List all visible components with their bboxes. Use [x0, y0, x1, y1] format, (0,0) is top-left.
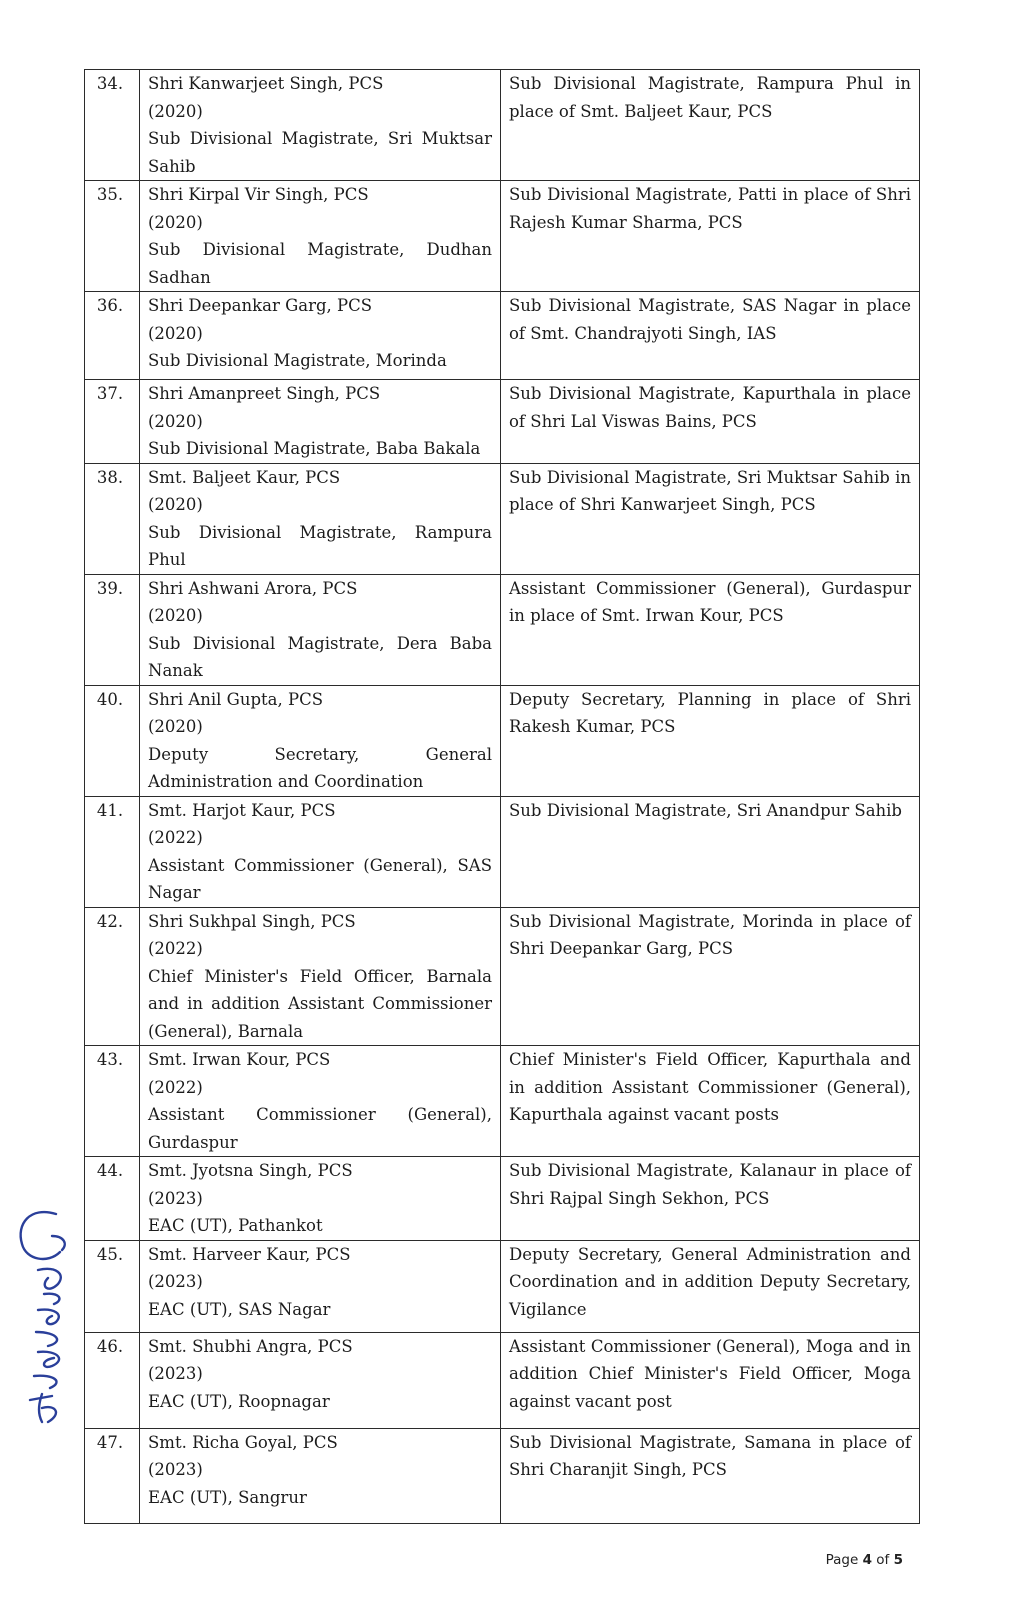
new-posting: Sub Divisional Magistrate, Sri Anandpur Sahib	[501, 796, 920, 907]
officer-name: Smt. Jyotsna Singh, PCS	[148, 1161, 353, 1180]
current-posting: EAC (UT), Sangrur	[148, 1487, 307, 1507]
new-posting: Assistant Commissioner (General), Gurdaspur in place of Smt. Irwan Kour, PCS	[501, 574, 920, 685]
page-label: Page	[825, 1552, 859, 1568]
officer-name: Shri Anil Gupta, PCS	[148, 689, 324, 709]
officer-details	[140, 463, 501, 574]
new-posting: Sub Divisional Magistrate, Morinda in place of Shri Deepankar Garg, PCS	[501, 907, 920, 1046]
table-row	[85, 463, 920, 574]
serial-number: 35.	[85, 181, 140, 292]
table-row	[85, 574, 920, 685]
officer-details	[140, 1428, 501, 1523]
officer-name: Shri Kanwarjeet Singh, PCS	[148, 74, 384, 93]
current-posting: Sub Divisional Magistrate, Morinda	[148, 351, 447, 370]
serial-number: 34.	[85, 70, 140, 181]
officer-name: Shri Amanpreet Singh, PCS	[148, 384, 381, 403]
serial-number: 45.	[85, 1240, 140, 1332]
serial-number: 40.	[85, 685, 140, 796]
page-current: 4	[862, 1552, 872, 1568]
new-posting: Deputy Secretary, Planning in place of Shri Rakesh Kumar, PCS	[501, 685, 920, 796]
new-posting: Sub Divisional Magistrate, Kapurthala in place of Shri Lal Viswas Bains, PCS	[501, 380, 920, 464]
officer-batch: (2020)	[148, 212, 203, 232]
officer-batch: (2023)	[148, 1364, 203, 1383]
new-posting: Sub Divisional Magistrate, Rampura Phul in place of Smt. Baljeet Kaur, PCS	[501, 70, 920, 181]
officer-name: Shri Sukhpal Singh, PCS	[148, 911, 356, 931]
officer-name: Smt. Harjot Kaur, PCS	[148, 800, 336, 820]
officer-name: Shri Ashwani Arora, PCS	[148, 578, 358, 598]
officer-name: Smt. Baljeet Kaur, PCS	[148, 467, 341, 487]
current-posting: Sub Divisional Magistrate, Dudhan Sadhan	[148, 240, 492, 287]
current-posting: EAC (UT), SAS Nagar	[148, 1299, 331, 1319]
page-of-label: of	[876, 1552, 890, 1568]
table-row	[85, 685, 920, 796]
table-row	[85, 1046, 920, 1157]
serial-number: 43.	[85, 1046, 140, 1157]
officer-details	[140, 70, 501, 181]
page-number	[826, 1552, 903, 1568]
officer-details	[140, 1157, 501, 1241]
new-posting: Sub Divisional Magistrate, Kalanaur in place of Shri Rajpal Singh Sekhon, PCS	[501, 1157, 920, 1241]
new-posting: Chief Minister's Field Officer, Kapurthala and in addition Assistant Commissioner (General), Kapurthala against vacant posts	[501, 1046, 920, 1157]
current-posting: Sub Divisional Magistrate, Dera Baba Nanak	[148, 633, 492, 680]
new-posting: Sub Divisional Magistrate, Sri Muktsar Sahib in place of Shri Kanwarjeet Singh, PCS	[501, 463, 920, 574]
table-row	[85, 907, 920, 1046]
officer-batch: (2022)	[148, 828, 203, 847]
officer-name: Smt. Richa Goyal, PCS	[148, 1432, 338, 1452]
serial-number: 46.	[85, 1332, 140, 1428]
officer-batch: (2020)	[148, 495, 203, 514]
officer-details	[140, 181, 501, 292]
serial-number: 36.	[85, 292, 140, 380]
table-row	[85, 796, 920, 907]
serial-number: 42.	[85, 907, 140, 1046]
serial-number: 38.	[85, 463, 140, 574]
officer-batch: (2020)	[148, 606, 203, 625]
current-posting: Sub Divisional Magistrate, Rampura Phul	[148, 522, 492, 569]
new-posting: Deputy Secretary, General Administration and Coordination and in addition Deputy Secretary, Vigilance	[501, 1240, 920, 1332]
table-row	[85, 1428, 920, 1523]
table-row	[85, 1240, 920, 1332]
officer-batch: (2022)	[148, 939, 203, 958]
new-posting: Sub Divisional Magistrate, Samana in place of Shri Charanjit Singh, PCS	[501, 1428, 920, 1523]
table-row	[85, 181, 920, 292]
current-posting: EAC (UT), Roopnagar	[148, 1391, 330, 1411]
officer-batch: (2020)	[148, 717, 203, 736]
postings-table	[84, 69, 920, 1524]
new-posting: Assistant Commissioner (General), Moga and in addition Chief Minister's Field Officer, Moga against vacant post	[501, 1332, 920, 1428]
officer-details	[140, 796, 501, 907]
officer-batch: (2020)	[148, 323, 203, 343]
current-posting: Deputy Secretary, General Administration and Coordination	[148, 744, 492, 791]
current-posting: Assistant Commissioner (General), Gurdaspur	[148, 1105, 492, 1152]
officer-name: Smt. Harveer Kaur, PCS	[148, 1244, 351, 1264]
table-row	[85, 70, 920, 181]
new-posting: Sub Divisional Magistrate, SAS Nagar in place of Smt. Chandrajyoti Singh, IAS	[501, 292, 920, 380]
current-posting: Chief Minister's Field Officer, Barnala and in addition Assistant Commissioner (General), Barnala	[148, 966, 492, 1041]
officer-batch: (2022)	[148, 1077, 203, 1097]
officer-batch: (2020)	[148, 411, 203, 431]
current-posting: Sub Divisional Magistrate, Baba Bakala	[148, 439, 481, 458]
officer-details	[140, 907, 501, 1046]
officer-details	[140, 1332, 501, 1428]
serial-number: 41.	[85, 796, 140, 907]
current-posting: Sub Divisional Magistrate, Sri Muktsar Sahib	[148, 129, 492, 176]
table-row	[85, 1157, 920, 1241]
officer-name: Shri Kirpal Vir Singh, PCS	[148, 185, 369, 204]
table-row	[85, 292, 920, 380]
officer-name: Smt. Irwan Kour, PCS	[148, 1050, 331, 1069]
serial-number: 44.	[85, 1157, 140, 1241]
officer-details	[140, 685, 501, 796]
officer-details	[140, 292, 501, 380]
officer-batch: (2020)	[148, 101, 203, 121]
current-posting: Assistant Commissioner (General), SAS Nagar	[148, 855, 492, 902]
serial-number: 37.	[85, 380, 140, 464]
table-row	[85, 1332, 920, 1428]
officer-details	[140, 380, 501, 464]
new-posting: Sub Divisional Magistrate, Patti in place of Shri Rajesh Kumar Sharma, PCS	[501, 181, 920, 292]
serial-number: 39.	[85, 574, 140, 685]
officer-name: Smt. Shubhi Angra, PCS	[148, 1336, 353, 1356]
officer-details	[140, 1240, 501, 1332]
postings-table-body	[85, 70, 920, 1524]
current-posting: EAC (UT), Pathankot	[148, 1216, 323, 1235]
page-total: 5	[893, 1552, 903, 1568]
officer-batch: (2023)	[148, 1272, 203, 1291]
officer-batch: (2023)	[148, 1188, 203, 1208]
handwritten-signature	[8, 1200, 78, 1440]
officer-batch: (2023)	[148, 1460, 203, 1479]
table-row	[85, 380, 920, 464]
serial-number: 47.	[85, 1428, 140, 1523]
officer-details	[140, 574, 501, 685]
officer-name: Shri Deepankar Garg, PCS	[148, 296, 373, 315]
officer-details	[140, 1046, 501, 1157]
